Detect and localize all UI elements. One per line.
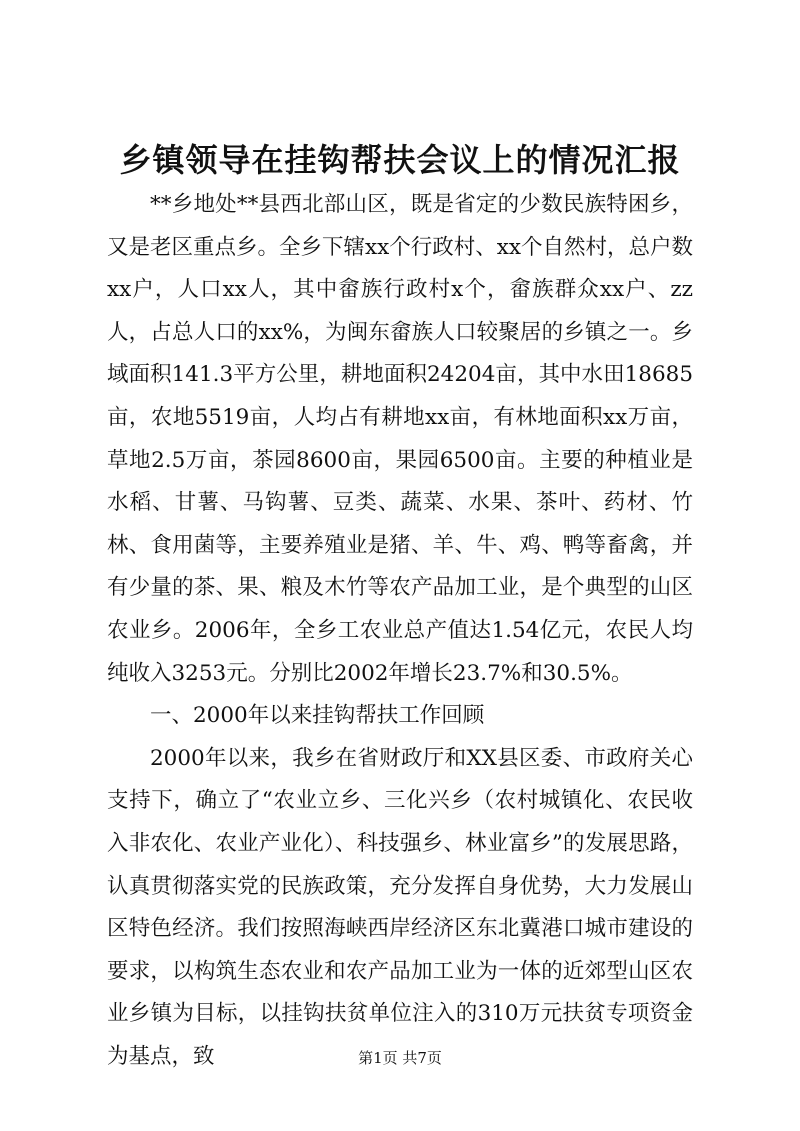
paragraph-review: 2000年以来，我乡在省财政厅和XX县区委、市政府关心支持下，确立了“农业立乡、三化兴乡（农村城镇化、农民收入非农化、农业产业化）、科技强乡、林业富乡”的发展思路，认真贯彻落实党的民族政策，充分发挥自身优势，大力发展山区特色经济。我们按照海峡西岸经济区东北冀港口城市建设的要求，以构筑生态农业和农产品加工业为一体的近郊型山区农业乡镇为目标，以挂钩扶贫单位注入的310万元扶贫专项资金为基点，致	[107, 745, 693, 1069]
document-body	[107, 184, 693, 1078]
paragraph-intro: **乡地处**县西北部山区，既是省定的少数民族特困乡，又是老区重点乡。全乡下辖xx个行政村、xx个自然村，总户数xx户，人口xx人，其中畲族行政村x个，畲族群众xx户、zz人，占总人口的xx%，为闽东畲族人口较聚居的乡镇之一。乡域面积141.3平方公里，耕地面积24204亩，其中水田18685亩，农地5519亩，人均占有耕地xx亩，有林地面积xx万亩，草地2.5万亩，茶园8600亩，果园6500亩。主要的种植业是水稻、甘薯、马钩薯、豆类、蔬菜、水果、茶叶、药材、竹林、食用菌等，主要养殖业是猪、羊、牛、鸡、鸭等畜禽，并有少量的茶、果、粮及木竹等农产品加工业，是个典型的山区农业乡。2006年，全乡工农业总产值达1.54亿元，农民人均纯收入3253元。分别比2002年增长23.7%和30.5%。	[107, 192, 694, 686]
section-heading: 一、2000年以来挂钩帮扶工作回顾	[150, 703, 485, 729]
page-number: 第1页	[358, 1049, 398, 1067]
page-total: 共7页	[402, 1049, 442, 1067]
page-footer	[0, 1048, 800, 1068]
document-title: 乡镇领导在挂钩帮扶会议上的情况汇报	[119, 141, 681, 179]
